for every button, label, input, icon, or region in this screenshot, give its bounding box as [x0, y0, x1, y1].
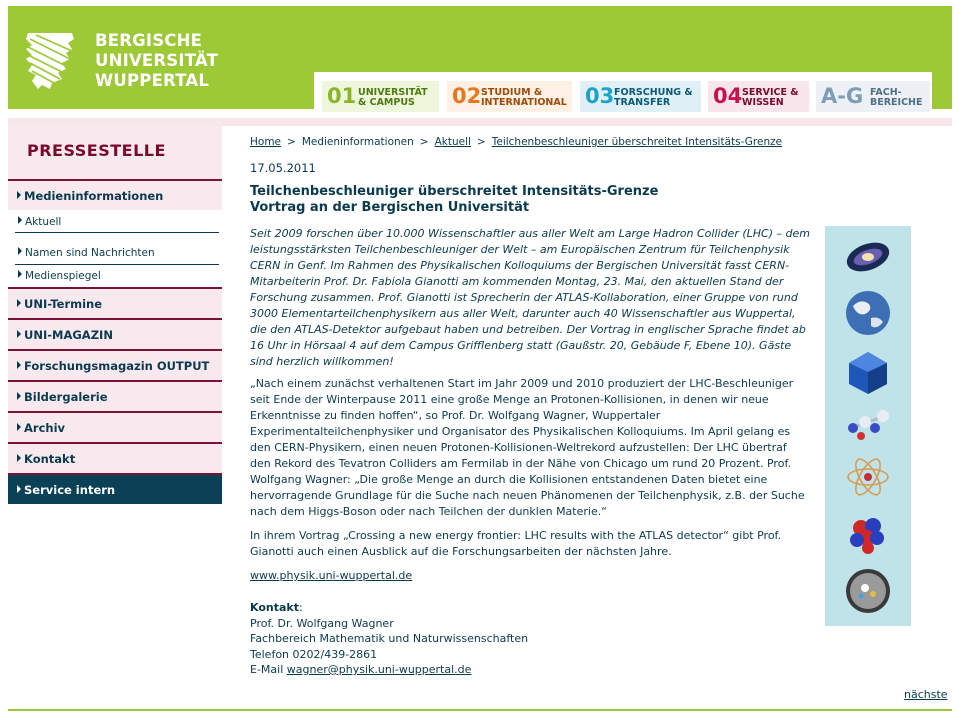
sidebar-item-uni-termine[interactable]	[8, 287, 222, 318]
contact-department: Fachbereich Mathematik und Naturwissenschaften	[250, 632, 529, 645]
nav-tab-number: 02	[452, 84, 482, 108]
breadcrumb-separator: >	[419, 136, 429, 148]
nav-tab-label: UNIVERSITÄT & CAMPUS	[358, 87, 428, 108]
sidebar-item-label: Archiv	[24, 421, 66, 435]
arrow-right-icon	[17, 485, 21, 493]
site-header	[8, 6, 952, 109]
arrow-right-icon	[18, 247, 22, 255]
nav-tab-forschung[interactable]	[580, 81, 701, 112]
nucleus-image	[843, 508, 893, 558]
article-date: 17.05.2011	[250, 161, 316, 175]
article-title-line-1: Teilchenbeschleuniger überschreitet Intensitäts-Grenze	[250, 184, 659, 199]
arrow-right-icon	[17, 191, 21, 199]
breadcrumb	[250, 136, 782, 148]
crystal-image	[843, 348, 893, 398]
article-intro: Seit 2009 forschen über 10.000 Wissenschaftler aus aller Welt am Large Hadron Collider (LHC) – dem leistungsstärksten Teilchenbeschleuniger der Welt – am Europäischen Zentrum für Teilchenphysik CERN in Genf. Im Rahmen des Physikalischen Kolloquiums der Bergischen Universität fasst CERN-Mitarbeiterin Prof. Dr. Fabiola Gianotti am kommenden Montag, 23. Mai, den aktuellen Stand der Forschung zusammen. Prof. Gianotti ist Sprecherin der ATLAS-Kollaboration, einer Gruppe von rund 3000 Elementarteilchenphysikern aus aller Welt, darunter auch 40 Wissenschaftler aus Wuppertal, die den ATLAS-Detektor aufgebaut haben und betreiben. Der Vortrag in englischer Sprache findet ab 16 Uhr in Hörsaal 4 auf dem Campus Grifflenberg statt (Gaußstr. 20, Gebäude F, Ebene 10). Gäste sind herzlich willkommen!	[250, 227, 810, 368]
contact-name: Prof. Dr. Wolfgang Wagner	[250, 616, 394, 630]
article-paragraph: „Nach einem zunächst verhaltenen Start im Jahr 2009 und 2010 produziert der LHC-Beschleuniger seit Ende der Winterpause 2011 eine große Menge an Protonen-Kollisionen, in denen wir neue Erkenntnisse zu finden hoffen“, so Prof. Dr. Wolfgang Wagner, Wuppertaler Experimentalteilchenphysiker und Organisator des Physikalischen Kolloquiums. Im April gelang es den CERN-Physikern, einen neuen Protonen-Kollisionen-Weltrekord aufzustellen: Der LHC übertraf den Rekord des Tevatron Colliders am Fermilab in der Nähe von Chicago um rund 20 Prozent. Prof. Wolfgang Wagner: „Die große Menge an durch die Kollisionen entstandenen Daten bietet eine hervorragende Grundlage für die Suche nach neuen Phänomenen der Teilchenphysik, z.B. der Suche nach dem Higgs-Boson oder nach Teilchen der dunklen Materie.“	[250, 377, 805, 518]
sidebar-item-medieninformationen[interactable]	[8, 179, 222, 210]
divider	[15, 232, 219, 233]
divider	[15, 264, 219, 265]
nav-tab-number: 03	[585, 84, 615, 108]
sidebar-item-archiv[interactable]	[8, 411, 222, 442]
contact-block	[250, 600, 810, 678]
sidebar-subitem-namen[interactable]	[15, 243, 219, 263]
sidebar-item-label: UNI-Termine	[24, 297, 103, 311]
breadcrumb-current-link[interactable]: Teilchenbeschleuniger überschreitet Intensitäts-Grenze	[491, 136, 783, 148]
galaxy-image	[843, 232, 893, 282]
logo-text-line-1[interactable]: BERGISCHE	[95, 31, 203, 50]
nav-tab-service[interactable]	[708, 81, 809, 112]
sidebar-item-label: Medieninformationen	[24, 189, 164, 203]
sidebar-title	[8, 126, 222, 179]
sidebar-subitem-label: Namen sind Nachrichten	[25, 247, 155, 259]
nav-tab-fachbereiche[interactable]	[816, 81, 930, 112]
logo-text-line-2[interactable]: UNIVERSITÄT	[95, 51, 219, 70]
molecule-image	[843, 398, 893, 448]
university-lion-logo-icon[interactable]	[22, 29, 80, 91]
breadcrumb-separator: >	[476, 136, 486, 148]
sidebar-item-uni-magazin[interactable]	[8, 318, 222, 349]
physics-image-strip	[825, 226, 911, 626]
sidebar-item-label: Kontakt	[24, 452, 76, 466]
sidebar-item-label: UNI-MAGAZIN	[24, 328, 113, 342]
nav-tab-studium[interactable]	[447, 81, 572, 112]
arrow-right-icon	[18, 270, 22, 278]
breadcrumb-aktuell-link[interactable]: Aktuell	[434, 136, 471, 148]
breadcrumb-home-link[interactable]: Home	[250, 136, 282, 148]
main-navigation	[314, 72, 932, 109]
sidebar-item-kontakt[interactable]	[8, 442, 222, 473]
nav-tab-label: FACH- BEREICHE	[870, 87, 923, 108]
earth-image	[843, 288, 893, 338]
header-divider	[8, 118, 952, 126]
sidebar-item-label: Forschungsmagazin OUTPUT	[24, 359, 210, 373]
physik-website-link[interactable]: www.physik.uni-wuppertal.de	[250, 569, 413, 582]
particle-image	[843, 566, 893, 616]
sidebar-subitem-label: Aktuell	[25, 216, 62, 228]
nav-tab-number: 01	[327, 84, 357, 108]
arrow-right-icon	[17, 454, 21, 462]
breadcrumb-separator: >	[287, 136, 296, 148]
arrow-right-icon	[18, 216, 22, 224]
sidebar-subitem-label: Medienspiegel	[25, 270, 101, 282]
sidebar-item-bildergalerie[interactable]	[8, 380, 222, 411]
arrow-right-icon	[17, 299, 21, 307]
sidebar	[8, 126, 222, 706]
arrow-right-icon	[17, 423, 21, 431]
contact-label: Kontakt	[250, 601, 299, 614]
logo-text-line-3[interactable]: WUPPERTAL	[95, 71, 210, 90]
arrow-right-icon	[17, 361, 21, 369]
article-title	[250, 184, 810, 216]
nav-tab-number: 04	[713, 84, 743, 108]
article-title-line-2: Vortrag an der Bergischen Universität	[250, 200, 530, 215]
arrow-right-icon	[17, 392, 21, 400]
sidebar-subitem-medienspiegel[interactable]	[15, 266, 219, 286]
breadcrumb-medieninformationen: Medieninformationen	[301, 136, 414, 148]
article-paragraph: In ihrem Vortrag „Crossing a new energy frontier: LHC results with the ATLAS detector“ gibt Prof. Gianotti auch einen Ausblick auf die Forschungsarbeiten der nächsten Jahre.	[250, 529, 782, 558]
atom-image	[843, 452, 893, 502]
nav-tab-number: A-G	[821, 84, 864, 108]
nav-tab-label: FORSCHUNG & TRANSFER	[614, 87, 693, 108]
sidebar-item-service-intern[interactable]	[8, 473, 222, 504]
contact-phone: Telefon 0202/439-2861	[250, 647, 378, 661]
sidebar-item-label: Bildergalerie	[24, 390, 108, 404]
sidebar-item-forschungsmagazin[interactable]	[8, 349, 222, 380]
footer-divider	[8, 709, 952, 711]
sidebar-title-text: PRESSESTELLE	[27, 141, 166, 160]
contact-colon: :	[298, 601, 303, 614]
contact-email-prefix: E-Mail	[250, 663, 287, 676]
contact-email-link[interactable]: wagner@physik.uni-wuppertal.de	[286, 663, 472, 676]
nav-tab-label: SERVICE & WISSEN	[742, 87, 799, 108]
sidebar-subitem-aktuell[interactable]	[15, 212, 219, 232]
sidebar-item-label: Service intern	[24, 483, 116, 497]
nav-tab-label: STUDIUM & INTERNATIONAL	[481, 87, 567, 108]
next-article-link[interactable]: nächste	[904, 688, 948, 701]
nav-tab-universitaet[interactable]	[322, 81, 439, 112]
main-content	[222, 126, 952, 686]
arrow-right-icon	[17, 330, 21, 338]
